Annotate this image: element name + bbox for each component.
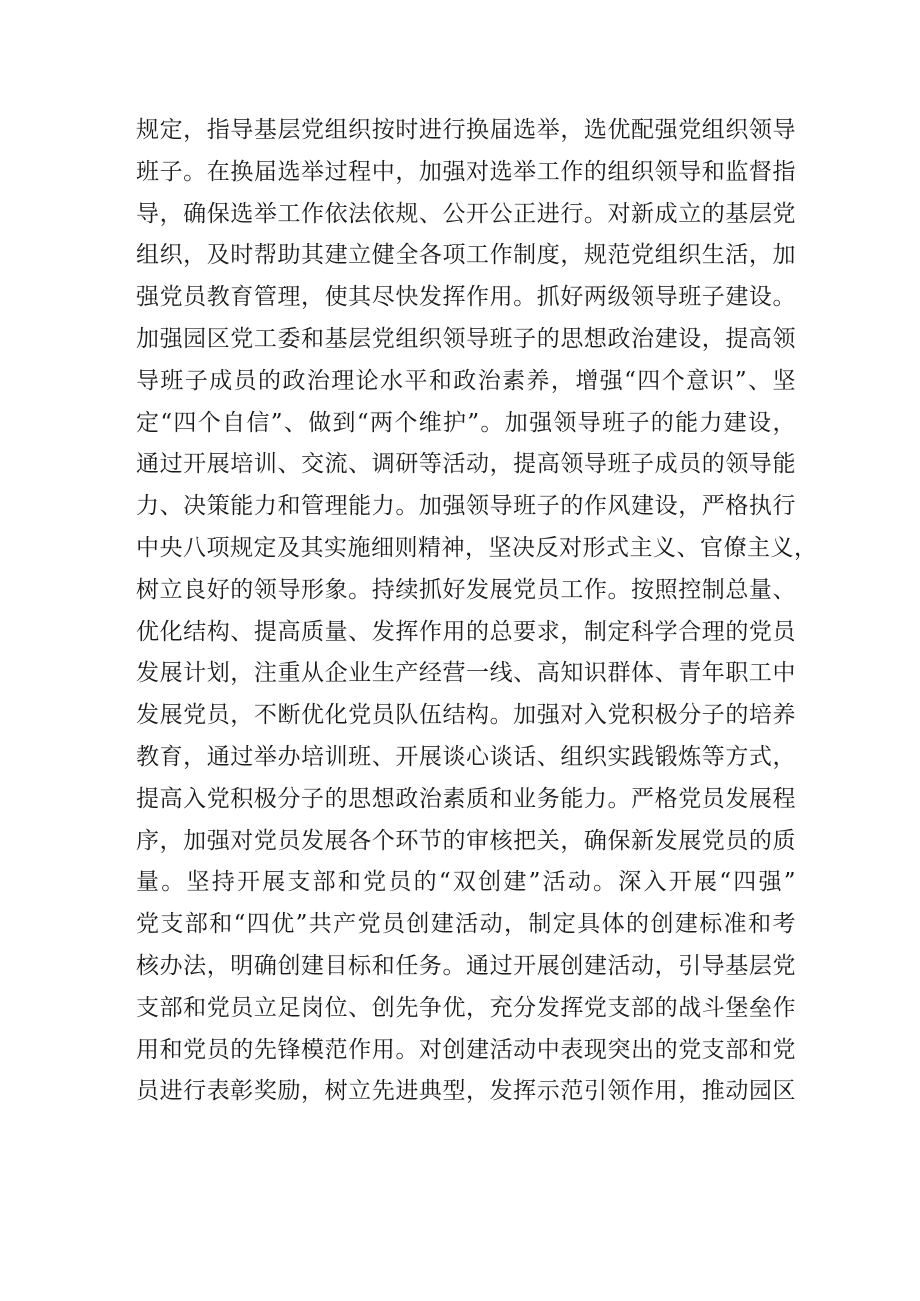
text-line: 树立良好的领导形象。持续抓好发展党员工作。按照控制总量、 <box>136 576 796 603</box>
text-line: 力、决策能力和管理能力。加强领导班子的作风建设，严格执行 <box>136 493 796 520</box>
text-line: 规定，指导基层党组织按时进行换届选举，选优配强党组织领导 <box>136 117 796 143</box>
text-line: 序，加强对党员发展各个环节的审核把关，确保新发展党员的质 <box>136 827 796 854</box>
text-line: 中央八项规定及其实施细则精神，坚决反对形式主义、官僚主义， <box>136 534 818 561</box>
text-line: 优化结构、提高质量、发挥作用的总要求，制定科学合理的党员 <box>136 618 796 645</box>
text-line: 党支部和“四优”共产党员创建活动，制定具体的创建标准和考 <box>136 911 796 938</box>
text-line: 发展计划，注重从企业生产经营一线、高知识群体、青年职工中 <box>136 660 796 687</box>
text-line: 加强园区党工委和基层党组织领导班子的思想政治建设，提高领 <box>136 325 796 352</box>
text-line: 导班子成员的政治理论水平和政治素养，增强“四个意识”、坚 <box>136 367 796 394</box>
text-line: 通过开展培训、交流、调研等活动，提高领导班子成员的领导能 <box>136 451 796 478</box>
text-line: 班子。在换届选举过程中，加强对选举工作的组织领导和监督指 <box>136 158 796 185</box>
text-line: 组织，及时帮助其建立健全各项工作制度，规范党组织生活，加 <box>136 242 796 269</box>
text-line: 定“四个自信”、做到“两个维护”。加强领导班子的能力建设， <box>136 409 796 436</box>
text-line: 核办法，明确创建目标和任务。通过开展创建活动，引导基层党 <box>136 952 796 979</box>
text-line: 强党员教育管理，使其尽快发挥作用。抓好两级领导班子建设。 <box>136 284 796 311</box>
text-line: 提高入党积极分子的思想政治素质和业务能力。严格党员发展程 <box>136 785 796 812</box>
text-line: 用和党员的先锋模范作用。对创建活动中表现突出的党支部和党 <box>136 1036 796 1063</box>
text-line: 支部和党员立足岗位、创先争优，充分发挥党支部的战斗堡垒作 <box>136 994 796 1021</box>
text-line: 发展党员，不断优化党员队伍结构。加强对入党积极分子的培养 <box>136 702 796 729</box>
body-text <box>136 110 818 1113</box>
text-line: 员进行表彰奖励，树立先进典型，发挥示范引领作用，推动园区 <box>136 1078 796 1105</box>
text-line: 量。坚持开展支部和党员的“双创建”活动。深入开展“四强” <box>136 869 796 896</box>
text-line: 导，确保选举工作依法依规、公开公正进行。对新成立的基层党 <box>136 200 796 227</box>
text-line: 教育，通过举办培训班、开展谈心谈话、组织实践锻炼等方式， <box>136 743 796 770</box>
